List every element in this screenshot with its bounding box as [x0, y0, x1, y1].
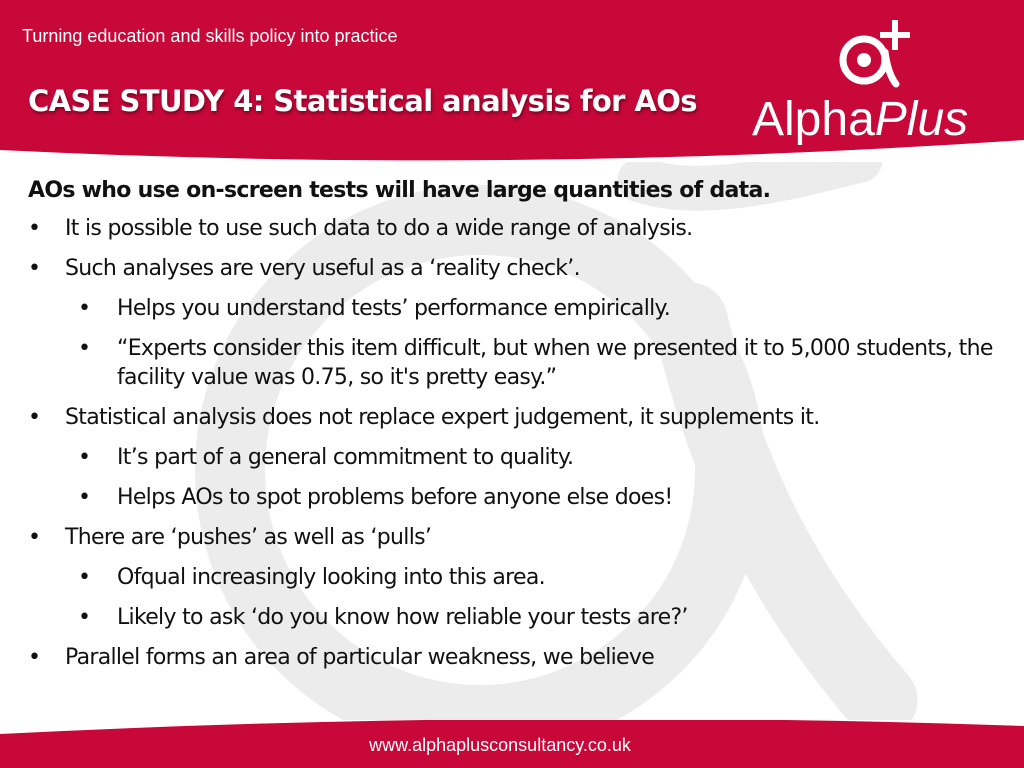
- bullet-glyph: •: [28, 216, 41, 241]
- bullet-glyph: •: [78, 485, 91, 510]
- sub-bullet-item: [28, 294, 1008, 323]
- bullet-item: [28, 214, 1008, 243]
- lead-statement: AOs who use on-screen tests will have large quantities of data.: [28, 178, 771, 203]
- bullet-glyph: •: [28, 405, 41, 430]
- bullet-text: It is possible to use such data to do a wide range of analysis.: [65, 216, 693, 241]
- bullet-text: It’s part of a general commitment to quality.: [117, 445, 574, 470]
- bullet-text: There are ‘pushes’ as well as ‘pulls’: [65, 525, 432, 550]
- logo-word-alpha: Alpha: [752, 93, 875, 146]
- header-band: [0, 0, 1024, 162]
- alpha-plus-logo: [752, 18, 1002, 153]
- bullet-glyph: •: [28, 525, 41, 550]
- bullet-glyph: •: [28, 645, 41, 670]
- sub-bullet-item: [28, 483, 1008, 512]
- bullet-glyph: •: [28, 256, 41, 281]
- bullet-list: [28, 214, 1008, 672]
- slide-content: [28, 176, 1008, 683]
- sub-bullet-item: [28, 334, 1008, 392]
- website-url[interactable]: www.alphaplusconsultancy.co.uk: [369, 735, 631, 755]
- bullet-glyph: •: [78, 565, 91, 590]
- bullet-text: Helps you understand tests’ performance empirically.: [117, 296, 670, 321]
- alpha-plus-logo-icon: [836, 18, 916, 88]
- bullet-item: [28, 523, 1008, 552]
- logo-wordmark: [752, 93, 969, 146]
- bullet-glyph: •: [78, 605, 91, 630]
- logo-word-plus: Plus: [874, 93, 969, 146]
- bullet-text: “Experts consider this item difficult, but when we presented it to 5,000 students, the facility value was 0.75, so it's pretty easy.”: [117, 336, 993, 390]
- bullet-text: Likely to ask ‘do you know how reliable your tests are?’: [117, 605, 688, 630]
- bullet-glyph: •: [78, 445, 91, 470]
- bullet-glyph: •: [78, 336, 91, 361]
- sub-bullet-item: [28, 603, 1008, 632]
- sub-bullet-item: [28, 443, 1008, 472]
- bullet-text: Such analyses are very useful as a ‘reality check’.: [65, 256, 580, 281]
- bullet-item: [28, 643, 1008, 672]
- bullet-text: Helps AOs to spot problems before anyone else does!: [117, 485, 673, 510]
- bullet-text: Parallel forms an area of particular weakness, we believe: [65, 645, 655, 670]
- bullet-item: [28, 254, 1008, 283]
- tagline: Turning education and skills policy into practice: [22, 26, 398, 46]
- page-title: CASE STUDY 4: Statistical analysis for AOs: [28, 84, 697, 118]
- bullet-text: Statistical analysis does not replace expert judgement, it supplements it.: [65, 405, 820, 430]
- bullet-glyph: •: [78, 296, 91, 321]
- footer-band: [0, 720, 1024, 768]
- bullet-text: Ofqual increasingly looking into this area.: [117, 565, 545, 590]
- sub-bullet-item: [28, 563, 1008, 592]
- bullet-item: [28, 403, 1008, 432]
